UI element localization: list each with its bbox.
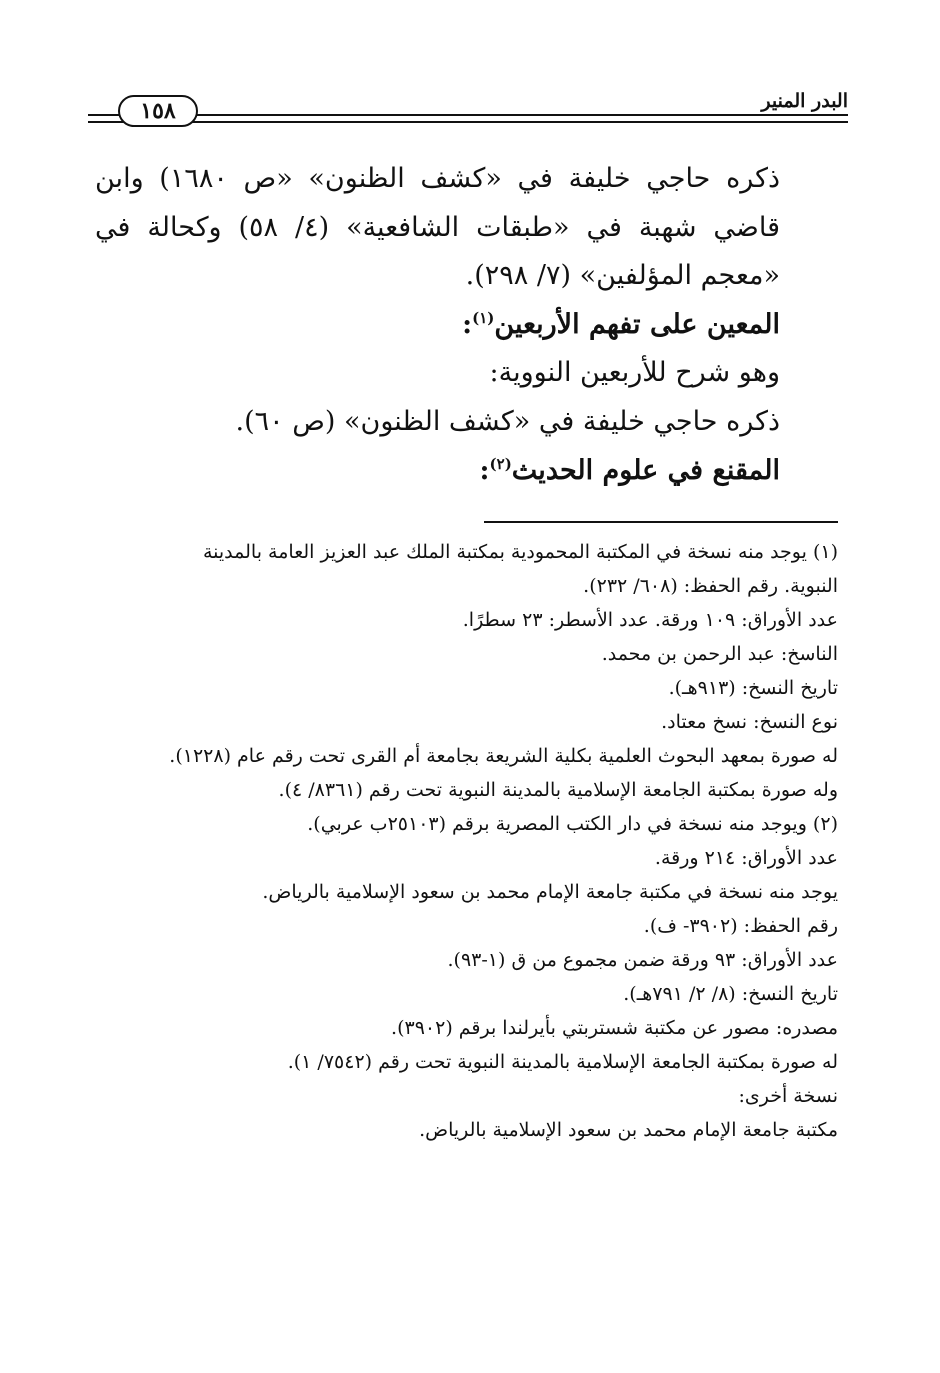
- paragraph-1: ذكره حاجي خليفة في «كشف الظنون» «ص ١٦٨٠) وابن قاضي شهبة في «طبقات الشافعية» (٤/ ٥٨) وكحالة في «معجم المؤلفين» (٧/ ٢٩٨).: [95, 163, 780, 292]
- heading-al-muin-colon: :: [462, 308, 473, 340]
- footnote-ref-1: (١): [472, 308, 495, 327]
- book-title: البدر المنير: [761, 90, 848, 112]
- footnote-line: مكتبة جامعة الإمام محمد بن سعود الإسلامية بالرياض.: [419, 1119, 838, 1141]
- main-text: [95, 155, 840, 495]
- heading-al-muin-text: المعين على تفهم الأربعين: [494, 308, 780, 340]
- footnote-separator: [484, 521, 838, 523]
- page-number: ١٥٨: [118, 95, 198, 127]
- footnote-line: النبوية. رقم الحفظ: (٦٠٨/ ٢٣٢).: [583, 575, 838, 597]
- footnotes: [93, 535, 838, 1147]
- line-dhakarahu: ذكره حاجي خليفة في «كشف الظنون» (ص ٦٠).: [235, 405, 780, 437]
- footnote-line: له صورة بمعهد البحوث العلمية بكلية الشريعة بجامعة أم القرى تحت رقم عام (١٢٢٨).: [169, 745, 838, 767]
- heading-al-muqni: [95, 447, 840, 496]
- footnote-line: يوجد منه نسخة في مكتبة جامعة الإمام محمد بن سعود الإسلامية بالرياض.: [262, 881, 838, 903]
- footnote-line: عدد الأوراق: ٩٣ ورقة ضمن مجموع من ق (١-٩٣).: [447, 949, 838, 971]
- footnote-ref-2: (٢): [489, 454, 512, 473]
- header-rule-bottom: [88, 121, 848, 123]
- heading-al-muqni-colon: :: [479, 454, 490, 486]
- footnote-line: الناسخ: عبد الرحمن بن محمد.: [601, 643, 838, 665]
- heading-al-muqni-text: المقنع في علوم الحديث: [511, 454, 780, 486]
- header-rule-top: [88, 114, 848, 116]
- footnote-line: (١) يوجد منه نسخة في المكتبة المحمودية بمكتبة الملك عبد العزيز العامة بالمدينة: [202, 541, 838, 563]
- footnote-line: وله صورة بمكتبة الجامعة الإسلامية بالمدينة النبوية تحت رقم (٨٣٦١/ ٤).: [278, 779, 838, 801]
- footnote-line: نسخة أخرى:: [738, 1085, 838, 1107]
- footnote-line: له صورة بمكتبة الجامعة الإسلامية بالمدينة النبوية تحت رقم (٧٥٤٢/ ١).: [287, 1051, 838, 1073]
- footnote-line: (٢) ويوجد منه نسخة في دار الكتب المصرية برقم (٢٥١٠٣ب عربي).: [307, 813, 838, 835]
- page-header: [88, 88, 848, 128]
- footnote-line: نوع النسخ: نسخ معتاد.: [661, 711, 838, 733]
- line-sharh: وهو شرح للأربعين النووية:: [489, 357, 780, 389]
- footnote-line: مصدره: مصور عن مكتبة شستربتي بأيرلندا برقم (٣٩٠٢).: [391, 1017, 838, 1039]
- footnote-line: تاريخ النسخ: (٨/ ٢/ ٧٩١هـ).: [623, 983, 838, 1005]
- footnote-line: رقم الحفظ: (٣٩٠٢- ف).: [643, 915, 838, 937]
- footnote-line: عدد الأوراق: ٢١٤ ورقة.: [654, 847, 838, 869]
- footnote-line: تاريخ النسخ: (٩١٣هـ).: [668, 677, 838, 699]
- heading-al-muin: [95, 301, 840, 350]
- footnote-line: عدد الأوراق: ١٠٩ ورقة. عدد الأسطر: ٢٣ سطرًا.: [462, 609, 838, 631]
